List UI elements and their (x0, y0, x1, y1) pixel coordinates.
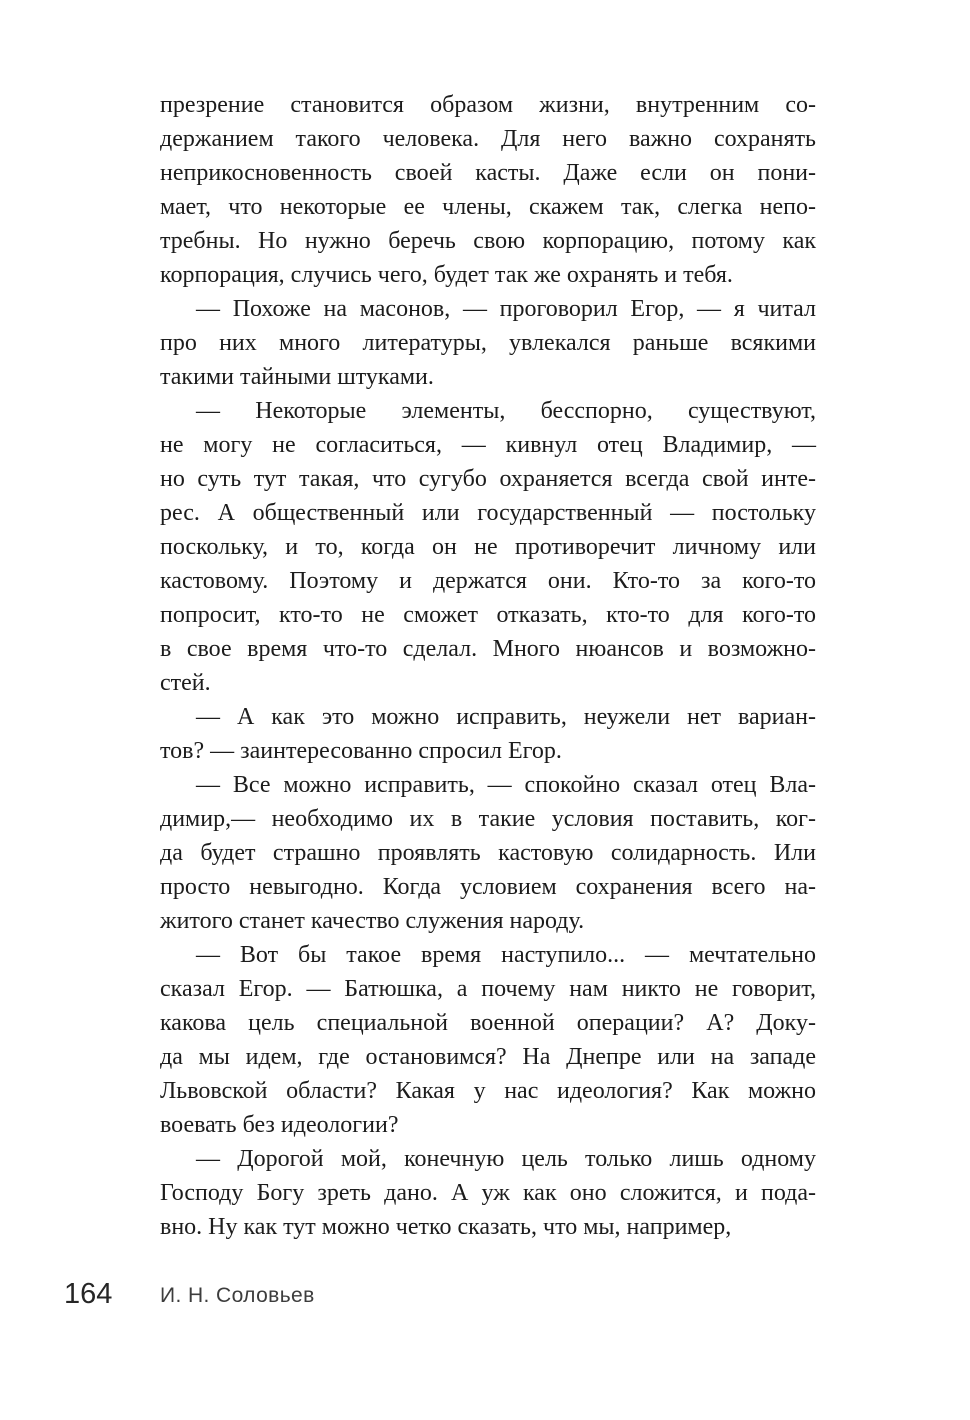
text-line: требны. Но нужно беречь свою корпорацию, потому как (160, 228, 816, 254)
text-line: да будет страшно проявлять кастовую солидарность. Или (160, 840, 816, 866)
paragraph (160, 292, 816, 394)
text-line: — Все можно исправить, — спокойно сказал отец Вла- (196, 772, 816, 798)
text-line: но суть тут такая, что сугубо охраняется всегда свой инте- (160, 466, 816, 492)
paragraph (160, 88, 816, 292)
text-line: димир,— необходимо их в такие условия поставить, ког- (160, 806, 816, 832)
paragraph (160, 1142, 816, 1244)
text-line: тов? — заинтересованно спросил Егор. (160, 738, 562, 764)
page-number: 164 (64, 1278, 113, 1310)
text-line: про них много литературы, увлекался раньше всякими (160, 330, 816, 356)
text-line: — Некоторые элементы, бесспорно, существуют, (196, 398, 816, 424)
text-line: Львовской области? Какая у нас идеология? Как можно (160, 1078, 816, 1104)
text-line: вно. Ну как тут можно четко сказать, что мы, например, (160, 1214, 732, 1240)
text-line: держанием такого человека. Для него важно сохранять (160, 126, 816, 152)
text-line: какова цель специальной военной операции? А? Доку- (160, 1010, 816, 1036)
text-line: стей. (160, 670, 211, 696)
text-line: сказал Егор. — Батюшка, а почему нам никто не говорит, (160, 976, 816, 1002)
page-footer (0, 1278, 970, 1322)
page-text-block (160, 88, 816, 1244)
text-line: — Дорогой мой, конечную цель только лишь одному (196, 1146, 816, 1172)
paragraph (160, 938, 816, 1142)
text-line: Господу Богу зреть дано. А уж как оно сложится, и пода- (160, 1180, 816, 1206)
text-line: в свое время что-то сделал. Много нюансов и возможно- (160, 636, 816, 662)
text-line: просто невыгодно. Когда условием сохранения всего на- (160, 874, 816, 900)
text-line: — Вот бы такое время наступило... — мечтательно (196, 942, 816, 968)
text-line: мает, что некоторые ее члены, скажем так, слегка непо- (160, 194, 816, 220)
paragraph (160, 394, 816, 700)
paragraph (160, 768, 816, 938)
text-line: неприкосновенность своей касты. Даже если он пони- (160, 160, 816, 186)
text-line: такими тайными штуками. (160, 364, 434, 390)
text-line: кастовому. Поэтому и держатся они. Кто-то за кого-то (160, 568, 816, 594)
author-name: И. Н. Соловьев (160, 1284, 315, 1307)
text-line: поскольку, и то, когда он не противоречит личному или (160, 534, 816, 560)
text-line: попросит, кто-то не сможет отказать, кто-то для кого-то (160, 602, 816, 628)
text-line: воевать без идеологии? (160, 1112, 399, 1138)
text-line: презрение становится образом жизни, внутренним со- (160, 92, 816, 118)
text-line: — А как это можно исправить, неужели нет вариан- (196, 704, 816, 730)
text-line: — Похоже на масонов, — проговорил Егор, — я читал (196, 296, 816, 322)
text-line: да мы идем, где остановимся? На Днепре или на западе (160, 1044, 816, 1070)
paragraph (160, 700, 816, 768)
text-line: рес. А общественный или государственный — постольку (160, 500, 816, 526)
text-line: житого станет качество служения народу. (160, 908, 585, 934)
text-line: не могу не согласиться, — кивнул отец Владимир, — (160, 432, 816, 458)
text-line: корпорация, случись чего, будет так же охранять и тебя. (160, 262, 733, 288)
